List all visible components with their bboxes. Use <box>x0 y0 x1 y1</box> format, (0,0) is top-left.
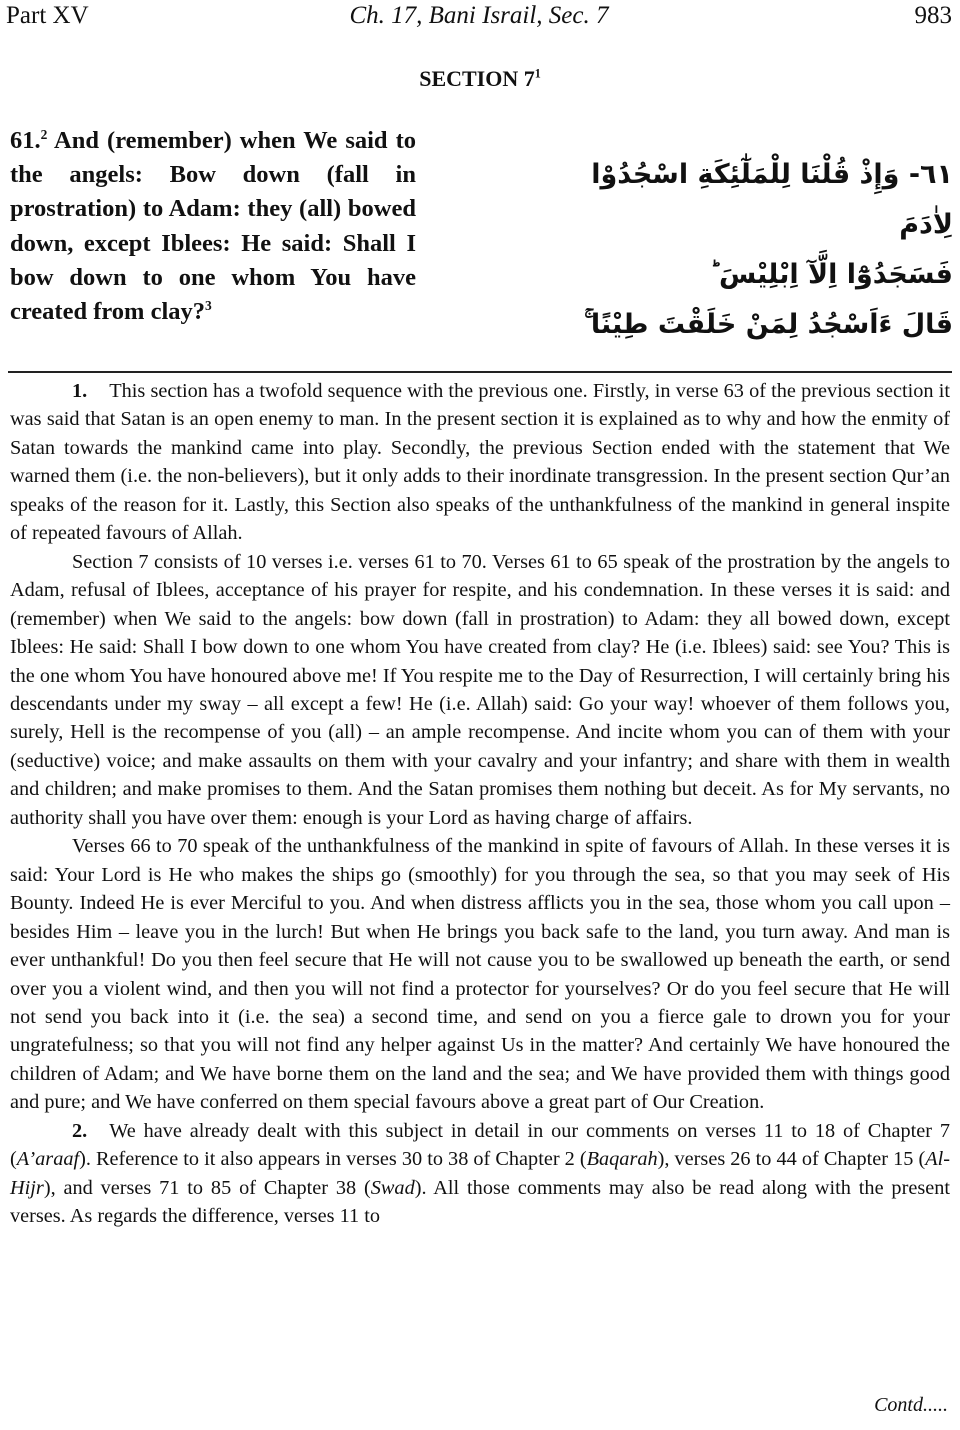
note-text: ). All those comments may also be read along with the present verses. As regards the difference, verses 11 to <box>10 1176 950 1228</box>
note-text: This section has a twofold sequence with the previous one. Firstly, in verse 63 of the previous section it was said that Satan is an open enemy to man. In the present section it is explained as to why and how the enmity of Satan towards the mankind came into play. Secondly, the previous Section ended with the statement that We warned them (i.e. the non-believers), but it only adds to their inordinate transgression. In the present section Qur’an speaks of the reason for it. Lastly, this Section also speaks of the unthankfulness of the mankind in general inspite of repeated favours of Allah. <box>10 380 950 545</box>
divider <box>8 371 952 373</box>
chapter-name: Swad <box>370 1176 415 1199</box>
part-label: Part XV <box>6 2 89 29</box>
note-paragraph <box>10 1117 950 1231</box>
verse-text: And (remember) when We said to the angels: Bow down (fall in prostration) to Adam: they (all) bowed down, except Iblees: He said: Shall I bow down to one whom You have created from clay? <box>10 127 416 326</box>
note-text: ), verses 26 to 44 of Chapter 15 ( <box>657 1148 926 1171</box>
chapter-name: Baqarah <box>586 1148 658 1171</box>
arabic-line: فَسَجَدُوْٓا اِلَّآ اِبْلِيْسَ ؕ <box>709 259 953 290</box>
footnote-ref: 1 <box>534 66 541 81</box>
note-paragraph: Section 7 consists of 10 verses i.e. verses 61 to 70. Verses 61 to 65 speak of the prostration by the angels to Adam, refusal of Iblees, acceptance of his prayer for respite, and his condemnation. In these verses it is said: and (remember) when We said to the angels: bow down (fall in prostration) to Adam: they all bowed down, except Iblees: He said: Shall I bow down to one whom You have created from clay? He (i.e. Iblees) said: see You? This is the one whom You have honoured above me! If You respite me to the Day of Resurrection, I will certainly bring his descendants under my sway – all except a few! He (i.e. Allah) said: Go your way! whoever of them follows you, surely, Hell is the recompense of you (all) – an ample recompense. And incite whom you can of them with your (seductive) voice; and make assaults on them with your cavalry and your infantry; and share with them in wealth and children; and make promises to them. And the Satan promises them nothing but deceit. As for My servants, no authority shall you have over them: enough is your Lord as having charge of affairs. <box>10 550 950 829</box>
note-number: 2. <box>72 1119 88 1142</box>
chapter-title: Ch. 17, Bani Israil, Sec. 7 <box>349 2 609 29</box>
footnote-ref: 3 <box>205 297 212 313</box>
verse-number: 61. <box>10 127 41 154</box>
note-paragraph: Verses 66 to 70 speak of the unthankfulness of the mankind in spite of favours of Allah. In these verses it is said: Your Lord is He who makes the ships go (smoothly) for you through the sea, so that you may seek of His Bounty. Indeed He is ever Merciful to you. And when distress afflicts you in the sea, those whom you call upon – besides Him – leave you in the lurch! But when He brings you back safe to the land, you turn away. And man is ever unthankful! Do you then feel secure that He will not cause you to be swallowed up beneath the earth, or send over you a violent wind, and then you will not find a protector for yourselves? Or do you feel secure that He will not send you back into it (i.e. the sea) a second time, and send on you a fierce gale to drown you for your ungratefulness; so that you will not find any helper against Us in the matter? And certainly We have honoured the children of Adam; and We have borne them on the land and the sea; and We have provided them with things good and pure; and We have conferred on them special favours above a great part of Our Creation. <box>10 835 950 1114</box>
section-heading <box>0 66 960 92</box>
arabic-line: قَالَ ءَاَسْجُدُ لِمَنْ خَلَقْتَ طِيْنًا ۚ <box>584 309 953 340</box>
chapter-name: Al-Hijr <box>10 1148 950 1199</box>
note-text: ), and verses 71 to 85 of Chapter 38 ( <box>43 1176 371 1199</box>
running-header <box>6 2 952 34</box>
arabic-line: ٦١- وَإِذْ قُلْنَا لِلْمَلٰٓئِكَةِ اسْجُدُوْا لِاٰدَمَ <box>591 159 953 240</box>
page-number: 983 <box>914 2 952 29</box>
note-text: We have already dealt with this subject in detail in our comments on verses 11 to 18 of Chapter 7 ( <box>10 1119 950 1171</box>
continued-label: Contd..... <box>874 1394 948 1416</box>
footnote-ref: 2 <box>40 126 48 142</box>
section-title: SECTION 7 <box>419 66 535 91</box>
note-paragraph <box>10 377 950 548</box>
verse-translation <box>10 124 416 329</box>
note-text: ). Reference to it also appears in verses 30 to 38 of Chapter 2 ( <box>79 1148 587 1171</box>
arabic-verse <box>548 150 953 350</box>
note-number: 1. <box>72 380 88 402</box>
commentary <box>10 377 950 1231</box>
chapter-name: A’araaf <box>16 1148 80 1171</box>
